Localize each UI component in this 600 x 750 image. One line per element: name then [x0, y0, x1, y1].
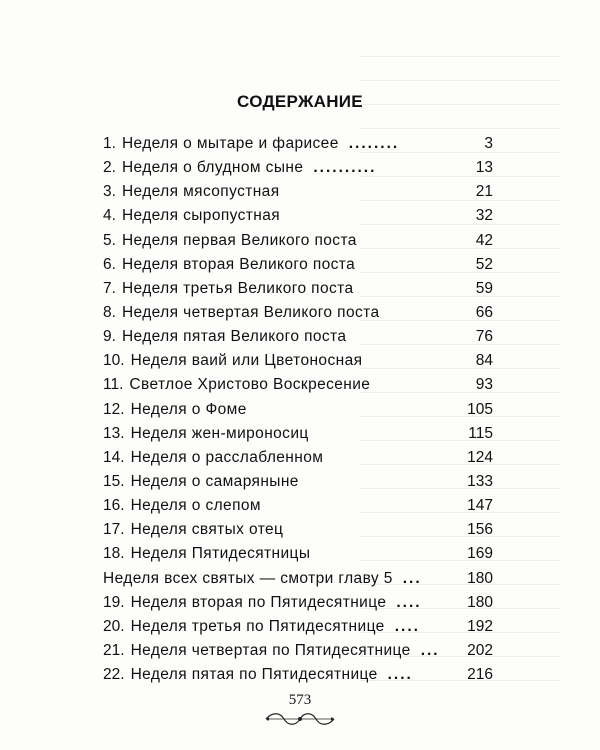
- ornament-flourish-icon: [262, 710, 338, 728]
- toc-entry-title: Неделя о блудном сыне: [121, 159, 304, 177]
- toc-entry-number: 14.: [103, 448, 125, 466]
- toc-entry-page: 192: [467, 617, 493, 635]
- toc-entry[interactable]: [103, 470, 493, 494]
- toc-entry-leader-dots: ....: [394, 617, 420, 635]
- toc-entry-number: 2.: [103, 159, 116, 177]
- toc-entry-title: Неделя жен-мироносиц: [130, 424, 309, 442]
- toc-entry-page: 76: [475, 328, 493, 346]
- toc-entry-title: Неделя сыропустная: [121, 207, 281, 225]
- toc-entry-title: Неделя пятая Великого поста: [121, 328, 347, 346]
- toc-entry-page: 180: [467, 593, 493, 611]
- toc-entry-number: 17.: [103, 521, 125, 539]
- toc-entry[interactable]: [103, 494, 493, 518]
- toc-entry-leader-dots: ....: [387, 666, 413, 684]
- toc-entry-number: 7.: [103, 279, 116, 297]
- toc-entry-page: 156: [467, 521, 493, 539]
- toc-entry[interactable]: [103, 301, 493, 325]
- toc-entry-number: 22.: [103, 666, 125, 684]
- toc-entry-title: Неделя о расслабленном: [130, 448, 324, 466]
- toc-entry-page: 105: [467, 400, 493, 418]
- toc-entry[interactable]: [103, 567, 493, 591]
- toc-entry[interactable]: [103, 277, 493, 301]
- toc-entry-page: 93: [475, 376, 493, 394]
- toc-entry-number: 1.: [103, 135, 116, 152]
- toc-entry-page: 169: [467, 545, 493, 563]
- toc-entry-page: 202: [467, 641, 493, 659]
- toc-entry-title: Светлое Христово Воскресение: [129, 376, 371, 394]
- toc-entry-number: 3.: [103, 183, 116, 201]
- toc-entry-title: Неделя святых отец: [130, 521, 284, 539]
- toc-entry-title: Неделя о мытаре и фарисее: [121, 135, 339, 152]
- toc-entry[interactable]: [103, 518, 493, 542]
- toc-entry-number: 16.: [103, 497, 125, 515]
- toc-entry-number: 19.: [103, 593, 125, 611]
- toc-entry-number: 5.: [103, 231, 116, 249]
- toc-entry[interactable]: [103, 180, 493, 204]
- toc-entry-leader-dots: ........: [348, 135, 400, 152]
- toc-entry-title: Неделя ваий или Цветоносная: [130, 352, 363, 370]
- toc-entry-page: 133: [467, 472, 493, 490]
- toc-entry-leader-dots: ...: [402, 569, 422, 587]
- toc-entry[interactable]: [103, 663, 493, 687]
- toc-entry-title: Неделя вторая Великого поста: [121, 255, 356, 273]
- toc-entry-title: Неделя четвертая по Пятидесятнице: [130, 641, 411, 659]
- toc-entry-page: 42: [475, 231, 493, 249]
- toc-entry-title: Неделя мясопустная: [121, 183, 280, 201]
- toc-entry-number: 12.: [103, 400, 125, 418]
- toc-entry[interactable]: [103, 446, 493, 470]
- toc-entry[interactable]: [103, 132, 493, 156]
- toc-entry[interactable]: [103, 373, 493, 397]
- toc-entry[interactable]: [103, 422, 493, 446]
- toc-entry-leader-dots: ...: [420, 641, 440, 659]
- toc-entry-number: 4.: [103, 207, 116, 225]
- toc-entry-page: 32: [475, 207, 493, 225]
- toc-entry-number: 6.: [103, 255, 116, 273]
- toc-entry-page: 21: [475, 183, 493, 201]
- toc-entry-title: Неделя вторая по Пятидесятнице: [130, 593, 387, 611]
- toc-entry-title: Неделя всех святых — смотри главу 5: [103, 569, 393, 587]
- toc-entry-title: Неделя о Фоме: [130, 400, 247, 418]
- toc-entry[interactable]: [103, 615, 493, 639]
- toc-entry-page: 3: [484, 135, 493, 152]
- toc-entry-number: 15.: [103, 472, 125, 490]
- toc-entry-number: 18.: [103, 545, 125, 563]
- toc-entry-leader-dots: ....: [396, 593, 422, 611]
- toc-entry[interactable]: [103, 325, 493, 349]
- toc-entry-page: 147: [467, 497, 493, 515]
- toc-entry-page: 115: [468, 424, 493, 442]
- toc-entry-page: 216: [467, 666, 493, 684]
- toc-entry-page: 13: [475, 159, 493, 177]
- table-of-contents: [103, 132, 493, 687]
- toc-entry[interactable]: [103, 253, 493, 277]
- toc-entry-page: 52: [475, 255, 493, 273]
- toc-entry-title: Неделя о слепом: [130, 497, 261, 515]
- toc-entry-leader-dots: ..........: [313, 159, 377, 177]
- toc-entry-number: 13.: [103, 424, 125, 442]
- toc-entry-page: 66: [475, 303, 493, 321]
- toc-entry-number: 10.: [103, 352, 125, 370]
- toc-entry-title: Неделя пятая по Пятидесятнице: [130, 666, 378, 684]
- toc-entry-page: 84: [475, 352, 493, 370]
- toc-entry-title: Неделя первая Великого поста: [121, 231, 357, 249]
- toc-entry-page: 59: [475, 279, 493, 297]
- toc-entry[interactable]: [103, 542, 493, 566]
- toc-entry-page: 124: [467, 448, 493, 466]
- toc-entry[interactable]: [103, 229, 493, 253]
- toc-entry-number: 20.: [103, 617, 125, 635]
- toc-entry[interactable]: [103, 349, 493, 373]
- toc-entry-title: Неделя о самарянынe: [130, 472, 299, 490]
- toc-entry-number: 9.: [103, 328, 116, 346]
- page-number: 573: [288, 692, 312, 708]
- toc-entry[interactable]: [103, 204, 493, 228]
- toc-entry[interactable]: [103, 591, 493, 615]
- toc-entry[interactable]: [103, 156, 493, 180]
- toc-entry-title: Неделя Пятидесятницы: [130, 545, 311, 563]
- toc-entry-title: Неделя четвертая Великого поста: [121, 303, 380, 321]
- toc-entry-title: Неделя третья по Пятидесятнице: [130, 617, 385, 635]
- toc-entry[interactable]: [103, 398, 493, 422]
- toc-entry-number: 8.: [103, 303, 116, 321]
- toc-entry-number: 11.: [103, 376, 124, 394]
- toc-title: СОДЕРЖАНИЕ: [237, 92, 363, 111]
- toc-entry-title: Неделя третья Великого поста: [121, 279, 354, 297]
- toc-entry-number: 21.: [103, 641, 125, 659]
- toc-entry-page: 180: [467, 569, 493, 587]
- toc-entry[interactable]: [103, 639, 493, 663]
